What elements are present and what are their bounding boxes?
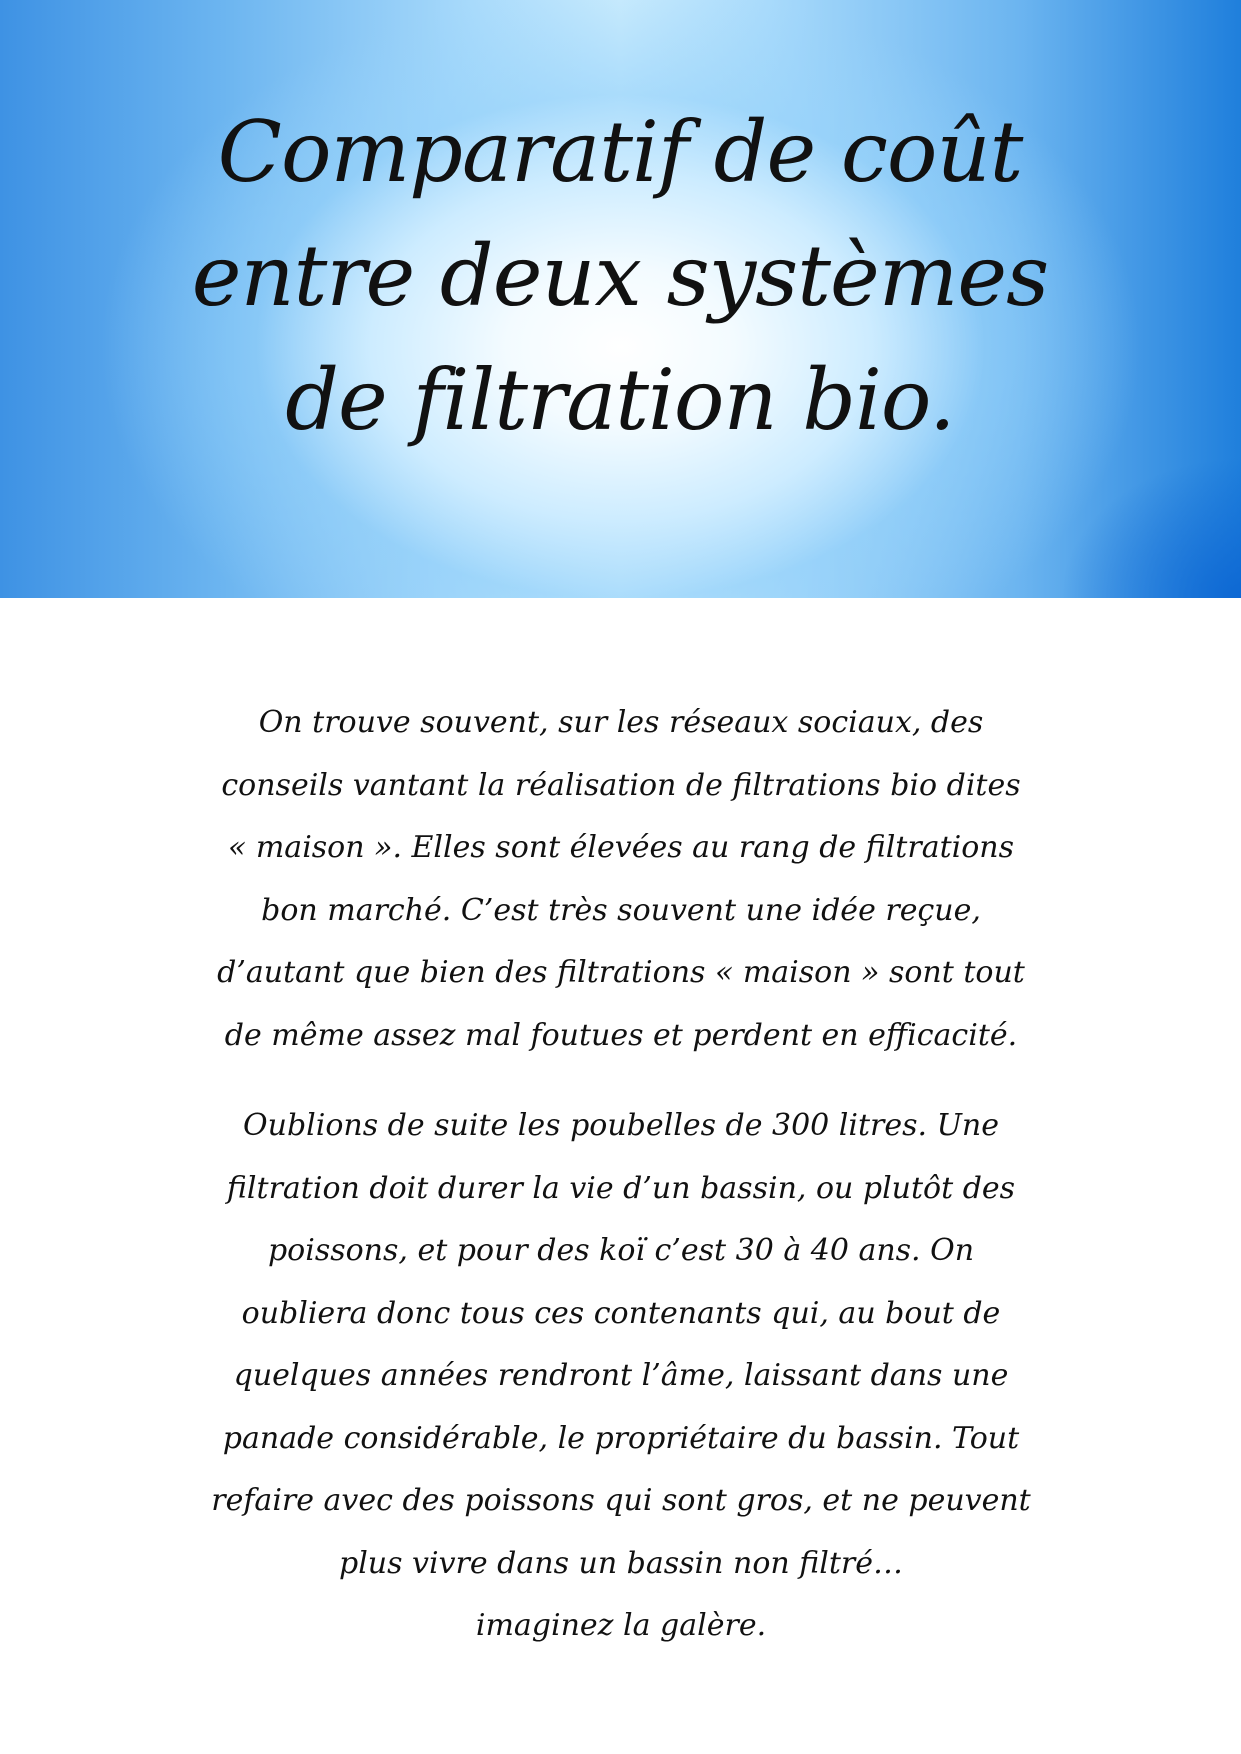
header-banner: [0, 0, 1241, 598]
title-line: entre deux systèmes: [191, 227, 1049, 325]
title-line: Comparatif de coût: [217, 103, 1023, 201]
text-line: bon marché. C’est très souvent une idée reçue,: [261, 892, 981, 928]
text-line: filtration doit durer la vie d’un bassin, ou plutôt des: [226, 1170, 1016, 1206]
text-line: plus vivre dans un bassin non filtré…: [338, 1545, 904, 1581]
text-line: d’autant que bien des filtrations « maison » sont tout: [217, 955, 1025, 990]
text-line: poissons, et pour des koï c’est 30 à 40 ans. On: [267, 1233, 975, 1268]
paragraph-second: [205, 1095, 1037, 1658]
text-line: panade considérable, le propriétaire du bassin. Tout: [222, 1420, 1020, 1456]
body-text: [205, 692, 1037, 1658]
text-line: de même assez mal foutues et perdent en efficacité.: [224, 1017, 1018, 1053]
page-title: [120, 90, 1120, 462]
paragraph-intro: [205, 692, 1037, 1067]
title-line: de filtration bio.: [285, 351, 955, 449]
text-line: Oublions de suite les poubelles de 300 litres. Une: [243, 1108, 999, 1143]
text-line: imaginez la galère.: [475, 1608, 767, 1643]
text-line: refaire avec des poissons qui sont gros, et ne peuvent: [211, 1483, 1031, 1518]
text-line: quelques années rendront l’âme, laissant dans une: [233, 1358, 1009, 1393]
text-line: conseils vantant la réalisation de filtrations bio dites: [221, 767, 1021, 803]
text-line: On trouve souvent, sur les réseaux sociaux, des: [258, 705, 984, 740]
text-line: « maison ». Elles sont élevées au rang de filtrations: [227, 830, 1015, 865]
text-line: oubliera donc tous ces contenants qui, au bout de: [241, 1295, 1001, 1331]
